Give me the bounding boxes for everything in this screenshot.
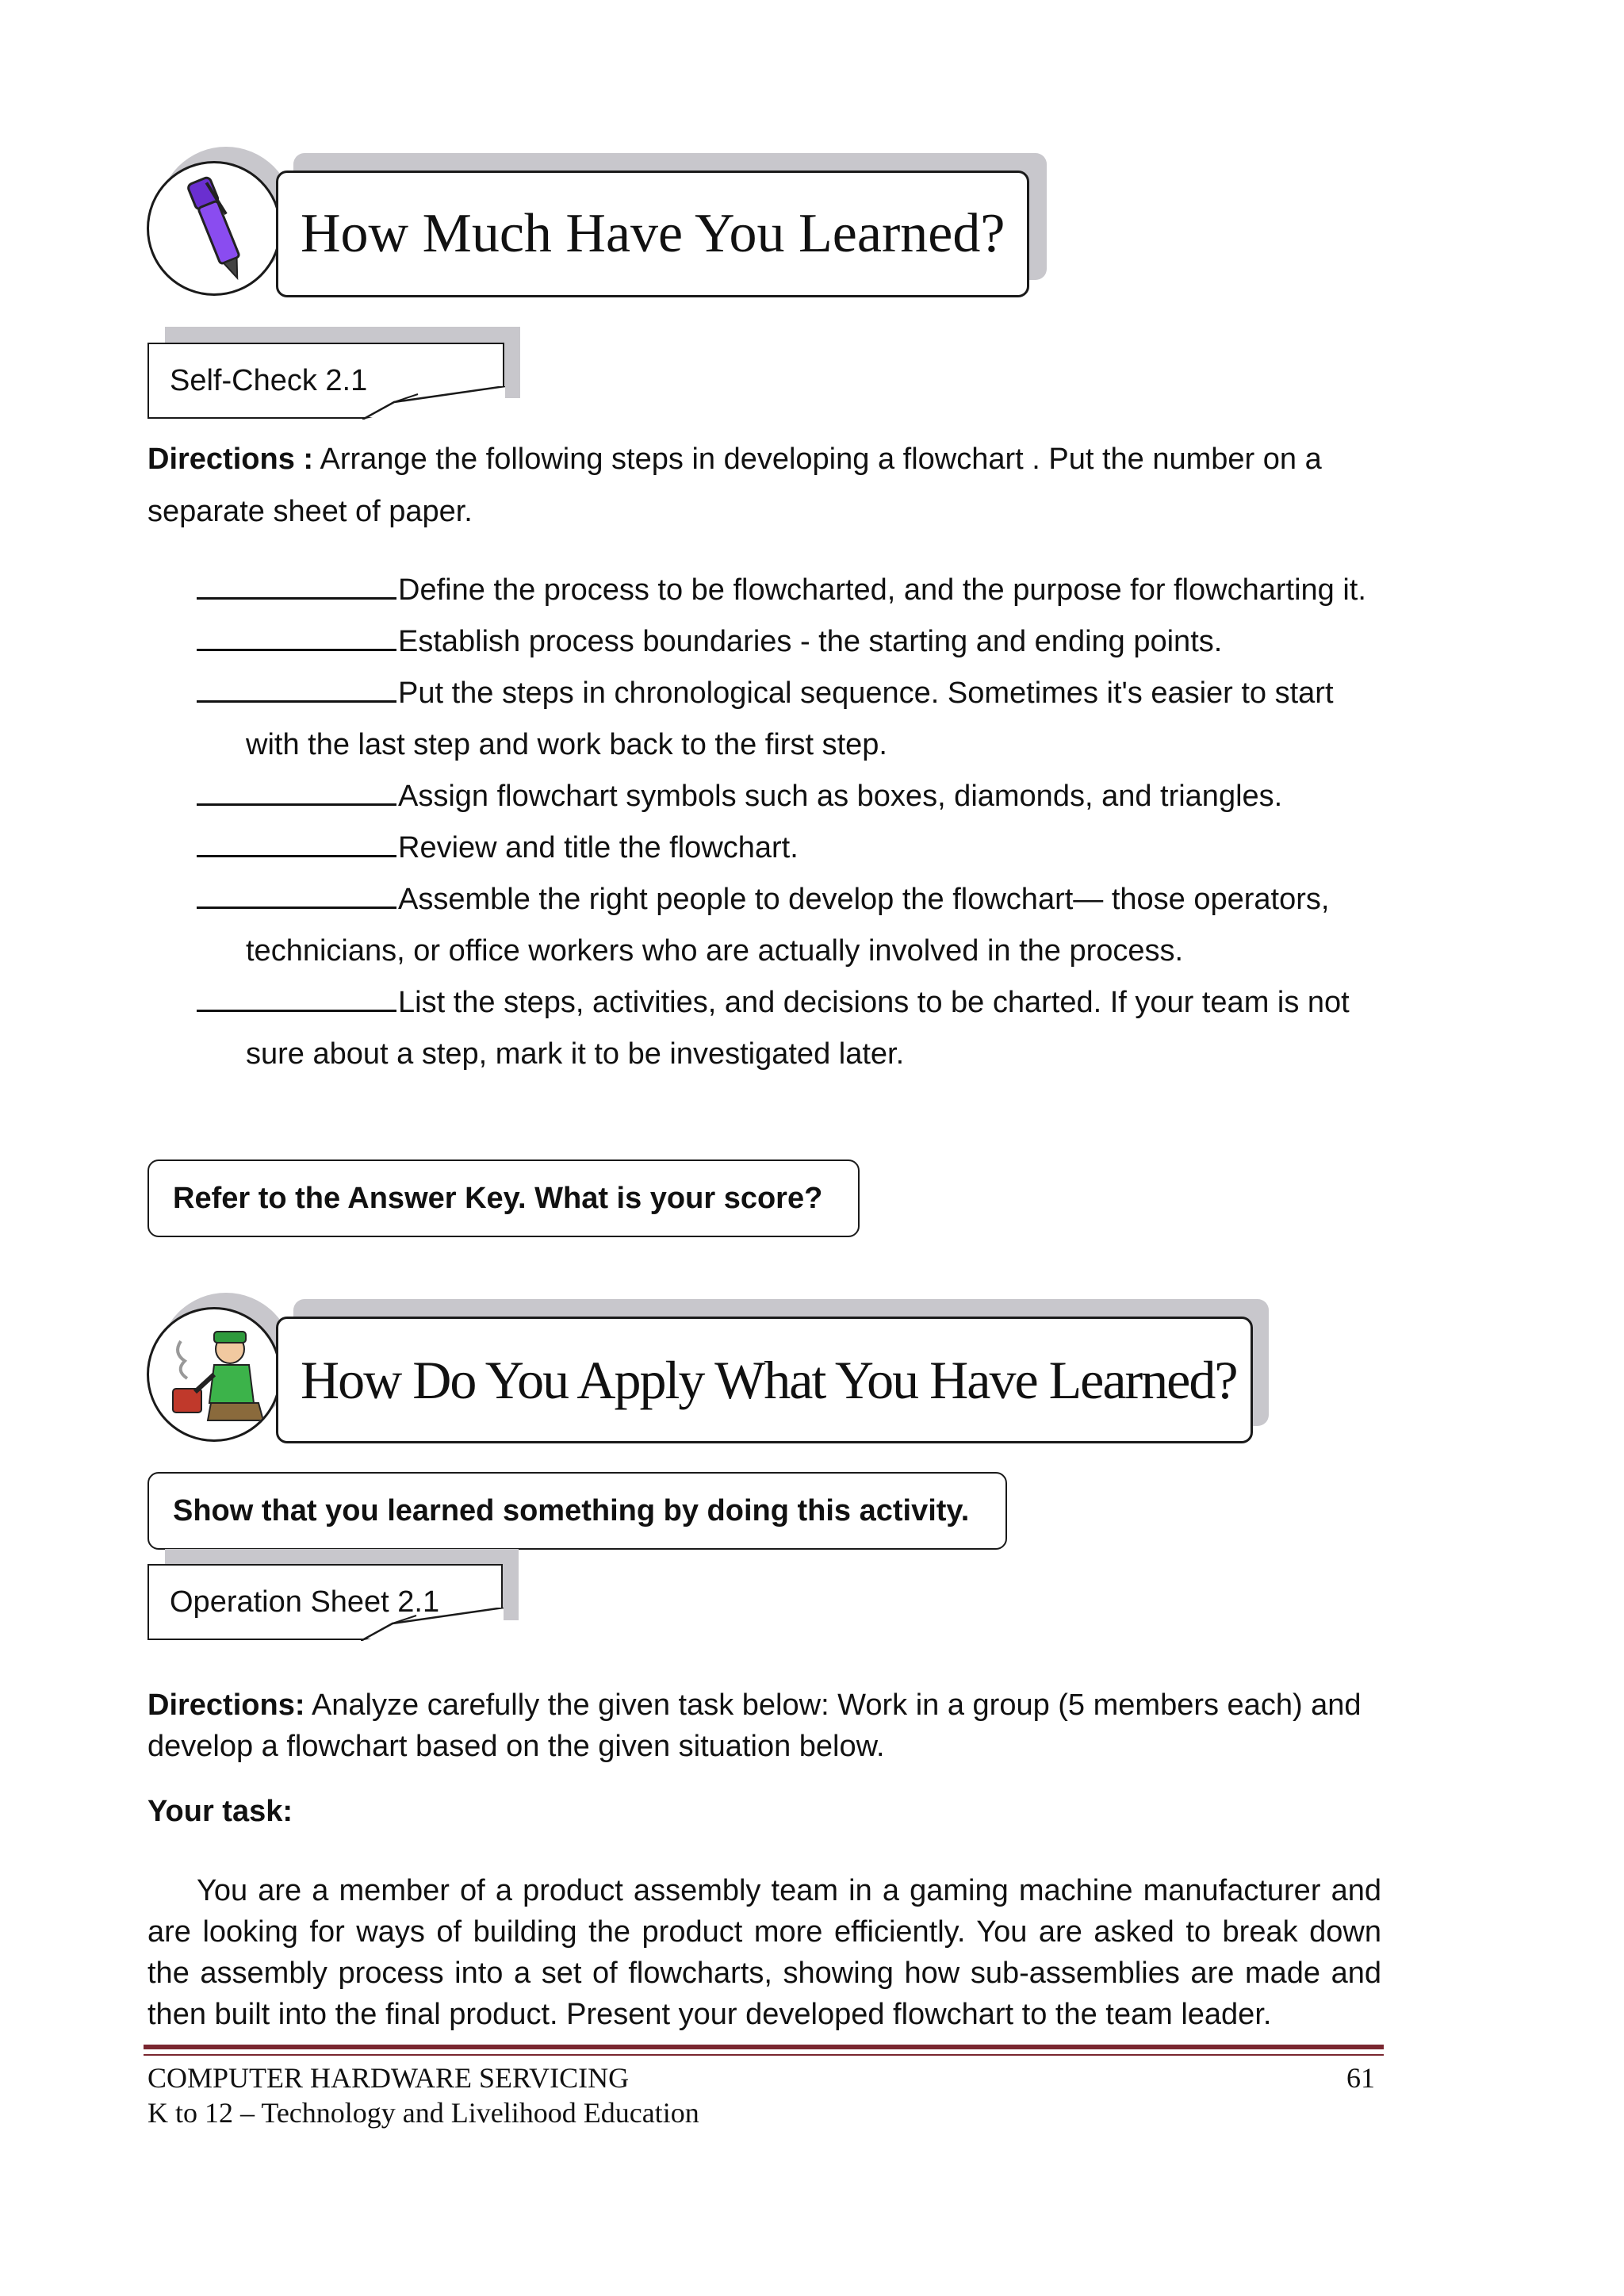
footer-rule-thin bbox=[144, 2054, 1384, 2056]
answer-blank[interactable] bbox=[197, 778, 396, 806]
list-item bbox=[197, 822, 1402, 874]
task-heading bbox=[147, 1791, 293, 1832]
list-item bbox=[197, 977, 1402, 1080]
directions-label: Directions: bbox=[147, 1688, 305, 1722]
section-title: How Much Have You Learned? bbox=[301, 203, 1005, 264]
page-curl-icon bbox=[361, 1608, 504, 1641]
footer-rule-thick bbox=[144, 2045, 1384, 2049]
activity-text: Show that you learned something by doing this activity. bbox=[173, 1493, 970, 1527]
step-text: Assemble the right people to develop the flowchart— those operators, bbox=[398, 883, 1330, 916]
step-text: Define the process to be flowcharted, and the purpose for flowcharting it. bbox=[398, 573, 1366, 607]
step-continuation: technicians, or office workers who are actually involved in the process. bbox=[246, 934, 1184, 968]
answer-blank[interactable] bbox=[197, 623, 396, 651]
answer-blank[interactable] bbox=[197, 830, 396, 857]
step-text: Review and title the flowchart. bbox=[398, 831, 799, 864]
answer-key-callout bbox=[147, 1159, 860, 1237]
activity-callout bbox=[147, 1472, 1007, 1550]
section-title: How Do You Apply What You Have Learned? bbox=[301, 1349, 1237, 1410]
step-continuation: sure about a step, mark it to be investigated later. bbox=[246, 1037, 905, 1071]
list-item bbox=[197, 565, 1402, 616]
self-check-label: Self-Check 2.1 bbox=[170, 363, 368, 397]
self-check-tag bbox=[147, 343, 504, 419]
worker-icon bbox=[149, 1309, 282, 1442]
answer-blank[interactable] bbox=[197, 675, 396, 703]
list-item bbox=[197, 668, 1402, 771]
list-item bbox=[197, 874, 1402, 977]
list-item bbox=[197, 771, 1402, 822]
task-paragraph bbox=[147, 1870, 1381, 2035]
operation-sheet-tag bbox=[147, 1564, 503, 1640]
task-text: You are a member of a product assembly team in a gaming machine manufacturer and are looking for ways of building the product more efficiently. You are asked to break down the assembly process into a set of flowcharts, showing how sub-assemblies are made and then built into the final product. Present your developed flowchart to the team leader. bbox=[147, 1874, 1381, 2031]
step-text: Put the steps in chronological sequence. Sometimes it's easier to start bbox=[398, 677, 1334, 710]
pen-icon bbox=[149, 163, 282, 296]
directions-label: Directions : bbox=[147, 443, 314, 476]
directions-paragraph bbox=[147, 433, 1385, 538]
footer-subject: COMPUTER HARDWARE SERVICING bbox=[147, 2062, 630, 2094]
header-circle bbox=[147, 161, 282, 296]
directions-text: Arrange the following steps in developing a flowchart . Put the number on a separate sheet of paper. bbox=[147, 443, 1322, 528]
step-text: Establish process boundaries - the starting and ending points. bbox=[398, 625, 1223, 658]
page-curl-icon bbox=[362, 386, 505, 420]
operation-sheet-label: Operation Sheet 2.1 bbox=[170, 1585, 440, 1619]
step-text: List the steps, activities, and decisions to be charted. If your team is not bbox=[398, 986, 1350, 1019]
footer-course: K to 12 – Technology and Livelihood Education bbox=[147, 2097, 699, 2129]
section-title-box bbox=[276, 171, 1029, 297]
step-continuation: with the last step and work back to the first step. bbox=[246, 728, 887, 761]
answer-key-text: Refer to the Answer Key. What is your score? bbox=[173, 1181, 823, 1215]
task-label: Your task: bbox=[147, 1795, 293, 1828]
operation-directions bbox=[147, 1685, 1381, 1767]
step-text: Assign flowchart symbols such as boxes, diamonds, and triangles. bbox=[398, 780, 1283, 813]
answer-blank[interactable] bbox=[197, 881, 396, 909]
directions-text: Analyze carefully the given task below: Work in a group (5 members each) and develop a flowchart based on the given situation below. bbox=[147, 1688, 1362, 1763]
answer-blank[interactable] bbox=[197, 572, 396, 600]
answer-blank[interactable] bbox=[197, 984, 396, 1012]
page-number: 61 bbox=[1346, 2062, 1375, 2094]
section-title-box bbox=[276, 1317, 1253, 1443]
header-circle bbox=[147, 1307, 282, 1442]
list-item bbox=[197, 616, 1402, 668]
